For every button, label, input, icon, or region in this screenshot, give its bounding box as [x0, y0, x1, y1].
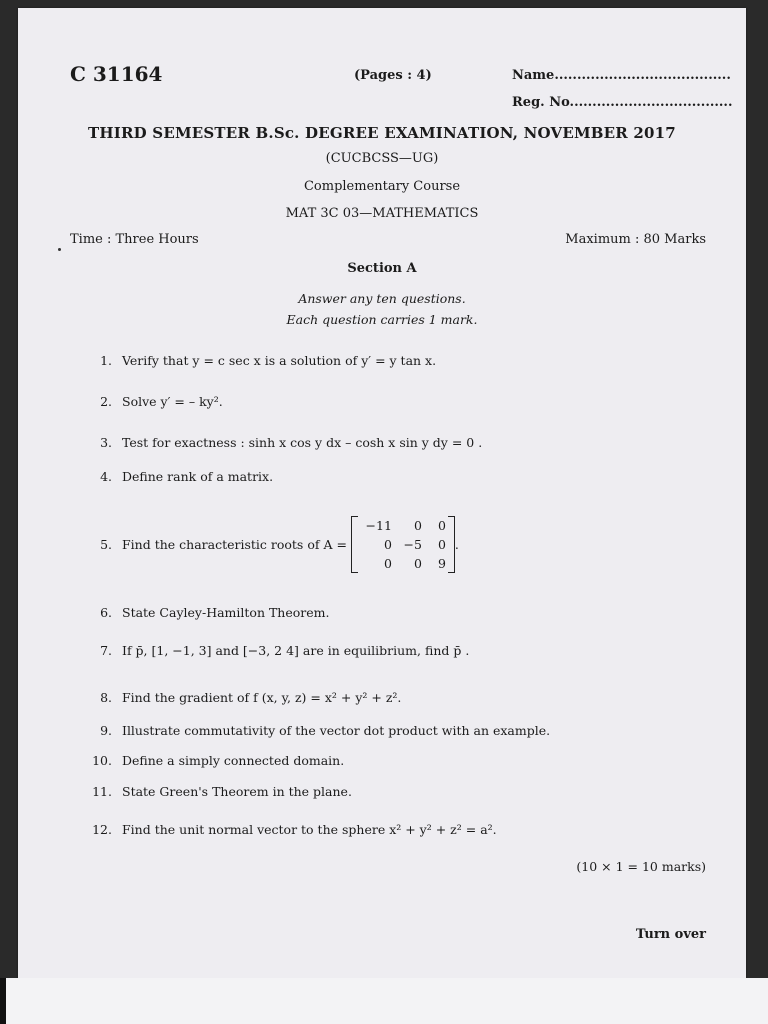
- question-item: [80, 605, 329, 620]
- question-suffix: .: [454, 536, 459, 552]
- question-text: Find the gradient of f (x, y, z) = x² + y² + z².: [122, 690, 402, 705]
- question-item: [80, 353, 436, 368]
- subject-code: MAT 3C 03—MATHEMATICS: [285, 206, 479, 221]
- maximum-marks: Maximum : 80 Marks: [565, 232, 706, 247]
- matrix-cell: 0: [383, 536, 392, 552]
- question-item: [80, 435, 482, 450]
- question-number: 7.: [100, 643, 112, 658]
- question-number: 8.: [100, 690, 112, 705]
- matrix-cell: 0: [437, 536, 446, 552]
- question-number: 5.: [100, 536, 112, 552]
- question-text: Test for exactness : sinh x cos y dx – cosh x sin y dy = 0 .: [122, 435, 483, 450]
- question-item: [80, 784, 352, 799]
- matrix-cell: 0: [383, 555, 392, 571]
- question-item: [80, 690, 401, 705]
- matrix-cell: 0: [413, 517, 422, 533]
- question-item: [80, 643, 469, 658]
- turn-over-label: Turn over: [635, 927, 706, 942]
- exam-scheme: (CUCBCSS—UG): [325, 151, 439, 166]
- question-number: 1.: [100, 353, 112, 368]
- exam-page: [18, 8, 746, 980]
- question-item: [80, 510, 459, 578]
- question-item: [80, 753, 344, 768]
- matrix-cell: 0: [437, 517, 446, 533]
- exam-title: THIRD SEMESTER B.Sc. DEGREE EXAMINATION, NOVEMBER 2017: [88, 124, 676, 142]
- question-item: [80, 822, 497, 837]
- section-title: Section A: [347, 261, 417, 276]
- regno-field-label: Reg. No....................................: [512, 95, 733, 110]
- question-text: Verify that y = c sec x is a solution of y′ = y tan x.: [122, 353, 437, 368]
- question-number: 4.: [100, 469, 112, 484]
- matrix-a: [351, 516, 455, 573]
- question-number: 10.: [92, 753, 112, 768]
- instruction-line-2: Each question carries 1 mark.: [286, 312, 478, 327]
- question-text: Find the unit normal vector to the sphere x² + y² + z² = a².: [122, 822, 497, 837]
- question-number: 9.: [100, 723, 112, 738]
- matrix-cell: 9: [437, 555, 446, 571]
- scan-bottom-margin: [0, 978, 768, 1024]
- paper-code: C 31164: [70, 62, 163, 86]
- margin-dot: [58, 248, 61, 251]
- question-text: State Green's Theorem in the plane.: [122, 784, 352, 799]
- question-number: 3.: [100, 435, 112, 450]
- instruction-line-1: Answer any ten questions.: [298, 291, 466, 306]
- question-text: If p̄, [1, −1, 3] and [−3, 2 4] are in equilibrium, find p̄ .: [122, 643, 470, 658]
- section-marks: (10 × 1 = 10 marks): [576, 859, 706, 874]
- course-type: Complementary Course: [303, 179, 461, 194]
- question-text: Solve y′ = – ky².: [122, 394, 223, 409]
- question-text: Illustrate commutativity of the vector dot product with an example.: [122, 723, 551, 738]
- question-number: 11.: [92, 784, 112, 799]
- time-allowed: Time : Three Hours: [70, 232, 199, 247]
- matrix-cell: −5: [403, 536, 422, 552]
- matrix-cell: 0: [413, 555, 422, 571]
- scan-edge: [0, 978, 6, 1024]
- question-text: Define a simply connected domain.: [122, 753, 345, 768]
- name-field-label: Name.......................................: [512, 68, 731, 83]
- page-count: (Pages : 4): [354, 68, 432, 83]
- question-text: State Cayley-Hamilton Theorem.: [122, 605, 330, 620]
- question-number: 6.: [100, 605, 112, 620]
- question-item: [80, 469, 273, 484]
- question-text: Find the characteristic roots of A =: [122, 536, 347, 552]
- question-text: Define rank of a matrix.: [122, 469, 274, 484]
- question-number: 2.: [100, 394, 112, 409]
- question-number: 12.: [92, 822, 112, 837]
- question-item: [80, 394, 223, 409]
- question-item: [80, 723, 550, 738]
- matrix-cell: −11: [365, 517, 392, 533]
